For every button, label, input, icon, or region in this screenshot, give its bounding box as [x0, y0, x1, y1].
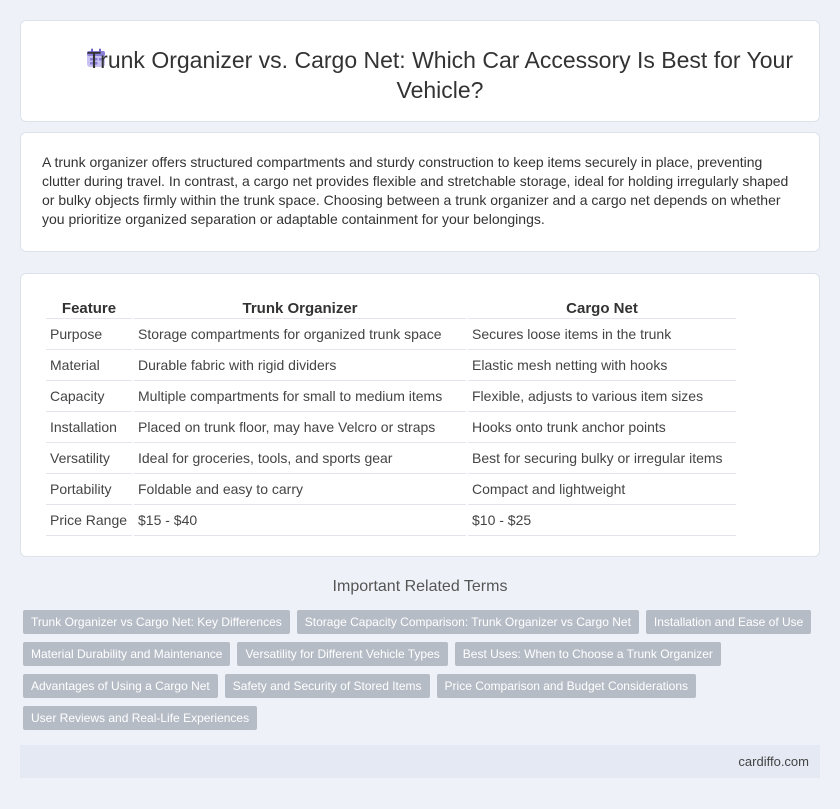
- related-term-tag[interactable]: Price Comparison and Budget Considerations: [437, 674, 696, 698]
- footer: [20, 745, 820, 778]
- table-cell: Placed on trunk floor, may have Velcro or straps: [134, 412, 466, 443]
- tag-row: [23, 674, 813, 698]
- intro-paragraph: A trunk organizer offers structured compartments and sturdy construction to keep items securely in place, preventing clutter during travel. In contrast, a cargo net provides flexible and stretchable storage, ideal for holding irregularly shaped or bulky objects firmly within the trunk space. Choosing between a trunk organizer and a cargo net depends on whether you prioritize organized separation or adaptable containment for your belongings.: [42, 154, 789, 227]
- related-term-tag[interactable]: Versatility for Different Vehicle Types: [237, 642, 447, 666]
- table-cell: Elastic mesh netting with hooks: [468, 350, 736, 381]
- column-header-feature: Feature: [46, 292, 132, 319]
- table-cell: Hooks onto trunk anchor points: [468, 412, 736, 443]
- table-row: [46, 381, 736, 412]
- related-terms-heading: Important Related Terms: [332, 578, 508, 595]
- related-term-tag[interactable]: Trunk Organizer vs Cargo Net: Key Differences: [23, 610, 290, 634]
- table-row: [46, 443, 736, 474]
- related-term-tag[interactable]: Advantages of Using a Cargo Net: [23, 674, 218, 698]
- table-cell: Installation: [46, 412, 132, 443]
- column-header-trunk-organizer: Trunk Organizer: [134, 292, 466, 319]
- related-term-tag[interactable]: Material Durability and Maintenance: [23, 642, 230, 666]
- table-cell: Best for securing bulky or irregular items: [468, 443, 736, 474]
- site-name[interactable]: cardiffo.com: [738, 754, 809, 769]
- table-cell: Storage compartments for organized trunk space: [134, 319, 466, 350]
- table-cell: Flexible, adjusts to various item sizes: [468, 381, 736, 412]
- table-cell: Compact and lightweight: [468, 474, 736, 505]
- related-term-tag[interactable]: Safety and Security of Stored Items: [225, 674, 430, 698]
- column-header-cargo-net: Cargo Net: [468, 292, 736, 319]
- table-row: [46, 474, 736, 505]
- table-cell: Ideal for groceries, tools, and sports gear: [134, 443, 466, 474]
- table-cell: Multiple compartments for small to medium items: [134, 381, 466, 412]
- table-row: [46, 319, 736, 350]
- tag-row: [23, 610, 813, 634]
- related-term-tag[interactable]: User Reviews and Real-Life Experiences: [23, 706, 257, 730]
- related-terms-list: [23, 610, 813, 738]
- table-row: [46, 412, 736, 443]
- table-cell: Durable fabric with rigid dividers: [134, 350, 466, 381]
- table-cell: Material: [46, 350, 132, 381]
- table-cell: Versatility: [46, 443, 132, 474]
- comparison-card: [20, 273, 820, 557]
- table-cell: Price Range: [46, 505, 132, 536]
- page-title: Trunk Organizer vs. Cargo Net: Which Car Accessory Is Best for Your Vehicle?: [86, 47, 793, 103]
- intro-card: [20, 132, 820, 252]
- table-header-row: [46, 292, 736, 319]
- table-cell: Secures loose items in the trunk: [468, 319, 736, 350]
- table-cell: Capacity: [46, 381, 132, 412]
- table-cell: Foldable and easy to carry: [134, 474, 466, 505]
- tag-row: [23, 706, 813, 730]
- table-row: [46, 505, 736, 536]
- table-cell: $15 - $40: [134, 505, 466, 536]
- table-row: [46, 350, 736, 381]
- table-cell: Purpose: [46, 319, 132, 350]
- comparison-table: [44, 292, 738, 536]
- related-term-tag[interactable]: Best Uses: When to Choose a Trunk Organizer: [455, 642, 721, 666]
- related-term-tag[interactable]: Installation and Ease of Use: [646, 610, 811, 634]
- table-cell: Portability: [46, 474, 132, 505]
- table-cell: $10 - $25: [468, 505, 736, 536]
- title-card: [20, 20, 820, 122]
- related-term-tag[interactable]: Storage Capacity Comparison: Trunk Organizer vs Cargo Net: [297, 610, 639, 634]
- tag-row: [23, 642, 813, 666]
